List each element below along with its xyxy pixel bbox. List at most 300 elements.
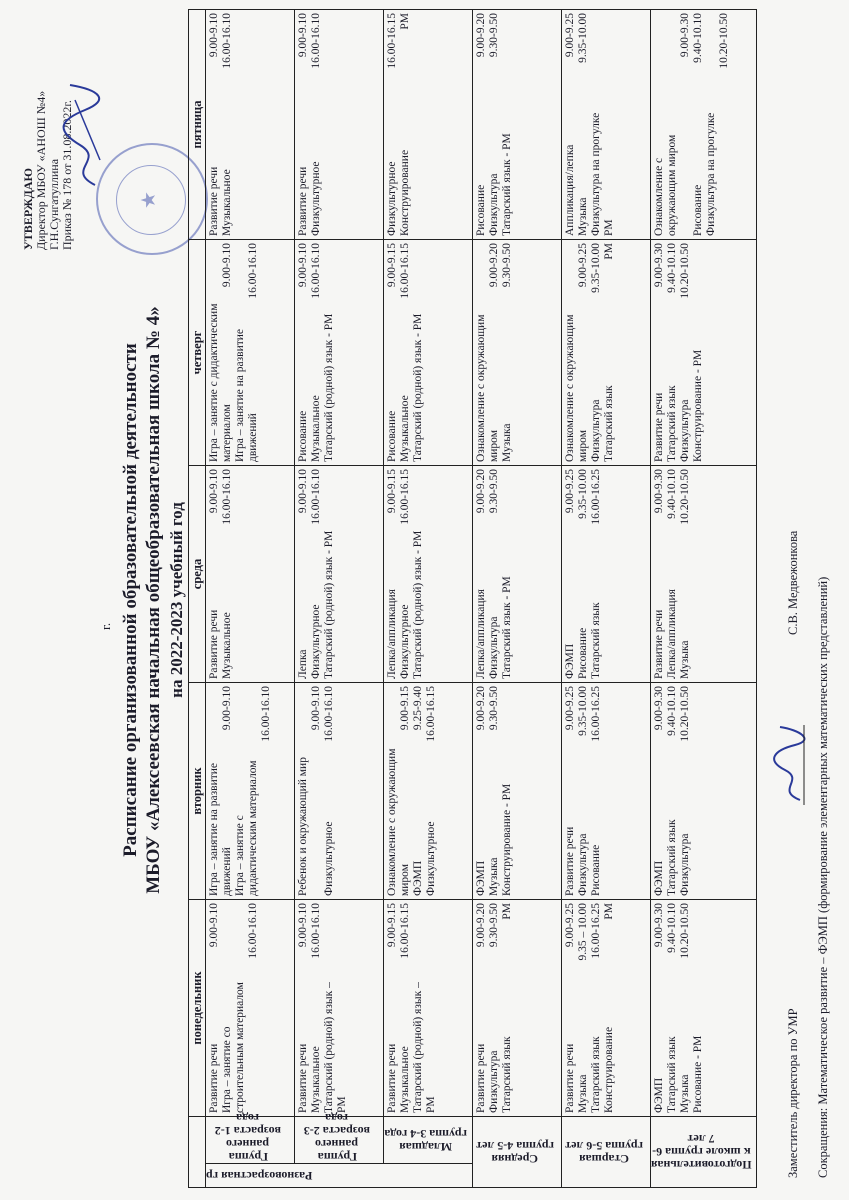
lesson-time <box>705 13 718 17</box>
schedule-cell <box>384 683 473 900</box>
lesson-name: Татарский (родной) язык - РМ <box>323 313 335 462</box>
lesson-name: окружающим миром <box>666 134 678 236</box>
lesson-name: Рисование <box>577 627 589 679</box>
lesson-name: движений <box>221 847 233 896</box>
header-day: понедельник <box>189 900 206 1117</box>
lesson-name: Развитие речи <box>297 166 309 236</box>
lesson-time <box>208 686 221 690</box>
group-label <box>473 1117 562 1188</box>
group-name: Старшая группа 5-6 лет <box>565 1139 643 1166</box>
lesson-line <box>386 469 399 679</box>
table-row <box>384 10 473 1188</box>
lesson-line <box>679 13 692 236</box>
lesson-line <box>653 13 666 236</box>
lesson-name: Развитие речи <box>564 1043 576 1113</box>
lesson-line <box>488 686 501 896</box>
lesson-time <box>323 469 336 473</box>
lesson-line <box>590 903 603 1113</box>
lesson-name: Татарский (родной) язык - РМ <box>412 530 424 679</box>
lesson-line <box>260 686 273 896</box>
lesson-name: РМ <box>336 1096 348 1113</box>
lesson-name: Ознакомление с окружающим <box>386 748 398 896</box>
lesson-line <box>475 903 488 1113</box>
lesson-time: 9.00-9.25 <box>564 903 576 948</box>
lesson-time <box>247 686 260 690</box>
stamp-star-icon: ★ <box>138 191 160 209</box>
lesson-time: 16.00-16.10 <box>310 903 322 959</box>
lesson-time: 10.20-10.50 <box>679 903 691 959</box>
lesson-time: 9.30-9.50 <box>488 469 500 514</box>
group-label <box>651 1117 757 1188</box>
table-header-row <box>189 10 206 1188</box>
approval-title: УТВЕРЖДАЮ <box>21 167 35 250</box>
lesson-line <box>310 243 323 462</box>
lesson-line <box>679 469 692 679</box>
lesson-time: 9.00-9.10 <box>208 13 220 58</box>
lesson-time: 16.00-16.15 <box>425 686 437 742</box>
group-name: Средняя группа 4-5 лет <box>476 1139 554 1166</box>
lesson-time: 10.20-10.50 <box>718 13 730 69</box>
lesson-time: 9.00-9.20 <box>488 243 500 288</box>
lesson-time: 9.30-9.50 <box>488 13 500 58</box>
lesson-time: 16.00-16.15 <box>386 13 398 69</box>
lesson-time: 9.00-9.25 <box>564 686 576 731</box>
page-title-line-2: МБОУ «Алексеевская начальная общеобразовательная школа № 4» <box>143 306 164 894</box>
lesson-name: Физкультура <box>488 616 500 679</box>
page-title-line-3: на 2022-2023 учебный год <box>167 502 186 698</box>
lesson-time: 9.30-9.50 <box>488 903 500 948</box>
lesson-time <box>234 686 247 690</box>
lesson-line <box>425 686 438 896</box>
lesson-line <box>412 243 425 462</box>
lesson-time: 9.00-9.25 <box>564 13 576 58</box>
lesson-line <box>247 243 260 462</box>
lesson-name: ФЭМП <box>412 860 424 896</box>
lesson-name: Физкультурное <box>310 604 322 679</box>
lesson-time: РМ <box>603 243 615 260</box>
lesson-time <box>386 686 399 690</box>
lesson-time: 16.00-16.10 <box>310 13 322 69</box>
lesson-line <box>603 903 616 1113</box>
lesson-time <box>666 13 679 17</box>
lesson-name: Игра – занятие со <box>221 1026 233 1113</box>
lesson-time <box>323 903 336 907</box>
table-row <box>562 10 651 1188</box>
approval-order: Приказ № 178 от 31.08.2022г. <box>60 100 74 250</box>
lesson-line <box>208 469 221 679</box>
schedule-cell <box>384 240 473 466</box>
lesson-time: 16.00-16.15 <box>399 903 411 959</box>
lesson-name: Игра – занятие с <box>234 815 246 896</box>
mixed-group-label <box>206 1164 473 1188</box>
lesson-name: Развитие речи <box>208 1043 220 1113</box>
lesson-name: Музыкальное <box>310 1046 322 1113</box>
lesson-name: Ребенок и окружающий мир <box>297 757 309 896</box>
lesson-name: Конструирование - РМ <box>501 783 513 896</box>
lesson-name: миром <box>399 864 411 896</box>
lesson-time: 16.00-16.15 <box>399 243 411 299</box>
lesson-time: 16.00-16.10 <box>310 243 322 299</box>
group-name: Младшая группа 3-4 года <box>384 1127 468 1154</box>
lesson-line <box>501 469 514 679</box>
schedule-cell <box>473 683 562 900</box>
lesson-line <box>475 469 488 679</box>
lesson-time: 16.00-16.10 <box>247 243 259 299</box>
lesson-time <box>208 243 221 247</box>
lesson-line <box>679 243 692 462</box>
lesson-line <box>399 469 412 679</box>
director-signature <box>55 80 110 190</box>
lesson-name: Музыкальное <box>221 612 233 679</box>
lesson-line <box>590 13 603 236</box>
lesson-time: 9.00-9.15 <box>386 243 398 288</box>
lesson-line <box>297 686 310 896</box>
lesson-name: Рисование - РМ <box>692 1035 704 1113</box>
lesson-name: Татарский язык <box>603 385 615 462</box>
lesson-time: 9.00-9.20 <box>475 903 487 948</box>
lesson-name: Музыка <box>679 1074 691 1113</box>
schedule-cell <box>206 466 295 683</box>
abbreviations-note: Сокращения: Математическое развитие – ФЭМП (формирование элементарных математических представлений) <box>816 576 830 1178</box>
lesson-line <box>692 13 705 236</box>
group-name: Группа раннего возраста 1-2 года <box>214 1111 282 1164</box>
lesson-name: ФЭМП <box>475 860 487 896</box>
lesson-time <box>603 13 616 17</box>
lesson-name: материалом <box>221 404 233 462</box>
lesson-name: Музыка <box>577 197 589 236</box>
lesson-line <box>564 469 577 679</box>
lesson-line <box>208 13 221 236</box>
lesson-line <box>692 243 705 462</box>
lesson-line <box>399 903 412 1113</box>
schedule-cell <box>562 10 651 240</box>
lesson-time <box>221 903 234 907</box>
lesson-name: Развитие речи <box>653 392 665 462</box>
lesson-time <box>692 903 705 907</box>
lesson-line <box>399 13 412 236</box>
lesson-line <box>488 469 501 679</box>
lesson-name: Развитие речи <box>564 826 576 896</box>
lesson-line <box>323 243 336 462</box>
lesson-line <box>310 686 323 896</box>
lesson-time: 16.00-16.25 <box>590 903 602 959</box>
lesson-name: Развитие речи <box>653 609 665 679</box>
lesson-time: 16.00-16.25 <box>590 469 602 525</box>
schedule-cell <box>651 683 757 900</box>
table-row <box>651 10 757 1188</box>
group-label <box>206 1111 295 1164</box>
lesson-name: Рисование <box>386 410 398 462</box>
schedule-cell <box>473 900 562 1117</box>
lesson-time: 9.00-9.10 <box>297 243 309 288</box>
schedule-cell <box>295 683 384 900</box>
lesson-name: Физкультура <box>679 399 691 462</box>
lesson-line <box>564 243 577 462</box>
header-corner <box>189 1117 206 1188</box>
lesson-time: 9.00-9.10 <box>208 903 220 948</box>
lesson-time: 9.00-9.20 <box>475 686 487 731</box>
lesson-name: Татарский язык <box>666 819 678 896</box>
lesson-name: Физкультурное <box>386 161 398 236</box>
lesson-time: 9.00-9.10 <box>297 13 309 58</box>
lesson-time: 9.00-9.10 <box>221 243 233 288</box>
lesson-name: Татарский язык <box>590 1036 602 1113</box>
lesson-name: ФЭМП <box>564 643 576 679</box>
lesson-name: Игра – занятие на развитие <box>234 328 246 462</box>
lesson-time <box>425 903 438 907</box>
deputy-signature <box>770 725 810 805</box>
lesson-name: Физкультурное <box>310 161 322 236</box>
lesson-time: 9.00-9.15 <box>399 686 411 731</box>
lesson-line <box>475 243 488 462</box>
lesson-name: Татарский язык - РМ <box>501 576 513 679</box>
lesson-name: Физкультура на прогулке <box>590 112 602 236</box>
group-label <box>562 1117 651 1188</box>
lesson-line <box>501 903 514 1113</box>
lesson-name: движений <box>247 413 259 462</box>
lesson-line <box>475 686 488 896</box>
lesson-time: 16.00-16.10 <box>247 903 259 959</box>
lesson-time: 16.00-16.15 <box>399 469 411 525</box>
group-label <box>295 1111 384 1164</box>
lesson-line <box>399 243 412 462</box>
lesson-name: РМ <box>425 1096 437 1113</box>
lesson-name: Конструирование <box>603 1026 615 1113</box>
lesson-line <box>297 13 310 236</box>
lesson-time: 9.40-10.10 <box>666 243 678 293</box>
lesson-time: 9.35-10.00 <box>577 469 589 519</box>
header-day: пятница <box>189 10 206 240</box>
lesson-name: Рисование <box>692 184 704 236</box>
header-day: вторник <box>189 683 206 900</box>
table-row <box>206 10 295 1188</box>
lesson-time: 9.00-9.30 <box>653 469 665 514</box>
lesson-time: 9.40-10.10 <box>666 686 678 736</box>
lesson-time: 9.00-9.20 <box>475 469 487 514</box>
lesson-line <box>234 243 247 462</box>
lesson-time: РМ <box>501 903 513 920</box>
lesson-time: 9.00-9.10 <box>221 686 233 731</box>
schedule-cell <box>562 466 651 683</box>
lesson-name: Физкультурное <box>399 604 411 679</box>
lesson-line <box>386 243 399 462</box>
table-row <box>473 10 562 1188</box>
lesson-name: Рисование <box>590 844 602 896</box>
schedule-cell <box>206 900 295 1117</box>
lesson-time: РМ <box>603 903 615 920</box>
lesson-line <box>221 243 234 462</box>
lesson-name: Ознакомление с <box>653 157 665 236</box>
lesson-line <box>475 13 488 236</box>
header-day: четверг <box>189 240 206 466</box>
lesson-line <box>310 469 323 679</box>
lesson-name: Физкультурное <box>323 821 335 896</box>
lesson-time <box>692 243 705 247</box>
lesson-line <box>653 243 666 462</box>
lesson-name: Татарский язык <box>501 1036 513 1113</box>
lesson-name: Лепка <box>297 649 309 679</box>
schedule-cell <box>206 683 295 900</box>
lesson-line <box>718 13 731 236</box>
lesson-line <box>577 469 590 679</box>
lesson-time <box>501 13 514 17</box>
lesson-line <box>247 686 260 896</box>
schedule-cell <box>473 240 562 466</box>
lesson-time: 9.00-9.25 <box>564 469 576 514</box>
lesson-name: Развитие речи <box>297 1043 309 1113</box>
lesson-time <box>297 686 310 690</box>
lesson-name: Музыка <box>501 423 513 462</box>
lesson-line <box>247 903 260 1113</box>
lesson-time: 10.20-10.50 <box>679 243 691 299</box>
lesson-line <box>501 686 514 896</box>
lesson-time: 9.35-10.00 <box>590 243 602 293</box>
lesson-name: Лепка/аппликация <box>475 589 487 679</box>
lesson-name: миром <box>488 430 500 462</box>
lesson-name: Музыкальное <box>221 169 233 236</box>
lesson-line <box>310 903 323 1113</box>
schedule-cell <box>295 10 384 240</box>
lesson-line <box>234 903 247 1113</box>
lesson-line <box>323 903 336 1113</box>
lesson-name: Физкультура <box>488 1050 500 1113</box>
lesson-line <box>590 243 603 462</box>
lesson-time <box>475 243 488 247</box>
lesson-name: Татарский язык - РМ <box>501 133 513 236</box>
lesson-line <box>297 243 310 462</box>
lesson-line <box>666 903 679 1113</box>
schedule-cell <box>206 10 295 240</box>
schedule-cell <box>384 466 473 683</box>
schedule-cell <box>295 466 384 683</box>
lesson-name: ФЭМП <box>653 860 665 896</box>
lesson-line <box>297 903 310 1113</box>
lesson-line <box>221 903 234 1113</box>
lesson-name: строительным материалом <box>234 982 246 1113</box>
lesson-line <box>653 903 666 1113</box>
lesson-name: Музыка <box>679 640 691 679</box>
lesson-line <box>412 469 425 679</box>
lesson-time <box>501 686 514 690</box>
schedule-cell <box>384 900 473 1117</box>
lesson-time <box>653 13 666 17</box>
lesson-line <box>666 243 679 462</box>
lesson-time: 9.00-9.10 <box>297 469 309 514</box>
lesson-name: Аппликация/лепка <box>564 144 576 236</box>
lesson-time: 9.30-9.50 <box>501 243 513 288</box>
page-title-line-1: Расписание организованной образовательной деятельности <box>120 343 141 857</box>
lesson-line <box>310 13 323 236</box>
lesson-name: Музыкальное <box>310 395 322 462</box>
lesson-line <box>488 903 501 1113</box>
lesson-time: 10.20-10.50 <box>679 469 691 525</box>
lesson-line <box>603 243 616 462</box>
lesson-name: Развитие речи <box>208 609 220 679</box>
lesson-name: Развитие речи <box>208 166 220 236</box>
schedule-cell <box>206 240 295 466</box>
lesson-time: 9.30-9.50 <box>488 686 500 731</box>
lesson-time <box>234 243 247 247</box>
lesson-line <box>666 686 679 896</box>
lesson-name: Конструирование <box>399 149 411 236</box>
schedule-cell <box>562 683 651 900</box>
lesson-time <box>564 243 577 247</box>
schedule-cell <box>562 900 651 1117</box>
lesson-time <box>234 903 247 907</box>
lesson-time <box>590 13 603 17</box>
lesson-name: Игра – занятие на развитие <box>208 762 220 896</box>
lesson-line <box>336 903 349 1113</box>
schedule-cell <box>295 900 384 1117</box>
lesson-line <box>666 469 679 679</box>
lesson-name: РМ <box>603 219 615 236</box>
schedule-cell <box>651 900 757 1117</box>
lesson-line <box>603 13 616 236</box>
lesson-time: 10.20-10.50 <box>679 686 691 742</box>
deputy-title: Заместитель директора по УМР <box>786 1008 800 1178</box>
lesson-name: Музыкальное <box>399 1046 411 1113</box>
lesson-name: Татарский (родной) язык – <box>323 982 335 1113</box>
group-label <box>384 1117 473 1164</box>
lesson-line <box>653 686 666 896</box>
lesson-line <box>666 13 679 236</box>
lesson-line <box>577 686 590 896</box>
lesson-line <box>564 686 577 896</box>
mixed-group-text: Разновозрастная гр <box>206 1169 313 1183</box>
lesson-line <box>412 903 425 1113</box>
lesson-time: 9.40-10.10 <box>666 469 678 519</box>
lesson-name: Музыка <box>577 1074 589 1113</box>
lesson-name: миром <box>577 430 589 462</box>
group-name: Группа раннего возраста 2-3 года <box>303 1111 371 1164</box>
lesson-name: Развитие речи <box>386 1043 398 1113</box>
lesson-time: 9.00-9.10 <box>208 469 220 514</box>
group-name: Подготовительная к школе группа 6-7 лет <box>651 1132 752 1173</box>
lesson-name: Физкультура <box>590 399 602 462</box>
lesson-time: 9.40-10.10 <box>692 13 704 63</box>
schedule-cell <box>651 10 757 240</box>
lesson-line <box>590 686 603 896</box>
lesson-name: Физкультура на прогулке <box>705 112 717 236</box>
lesson-name: Развитие речи <box>475 1043 487 1113</box>
deputy-name: С.В. Медвежонкова <box>786 530 800 635</box>
lesson-line <box>501 13 514 236</box>
lesson-time: 9.00-9.20 <box>475 13 487 58</box>
lesson-line <box>577 243 590 462</box>
lesson-line <box>386 686 399 896</box>
lesson-name: Ознакомление с окружающим <box>475 314 487 462</box>
lesson-time <box>501 469 514 473</box>
lesson-line <box>705 13 718 236</box>
schedule-cell <box>384 10 473 240</box>
lesson-line <box>577 903 590 1113</box>
lesson-line <box>221 686 234 896</box>
schedule-cell <box>473 10 562 240</box>
lesson-time: 9.00-9.15 <box>386 903 398 948</box>
lesson-name: Татарский язык <box>590 602 602 679</box>
lesson-time: 9.00-9.30 <box>653 686 665 731</box>
schedule-cell <box>473 466 562 683</box>
schedule-cell <box>651 240 757 466</box>
lesson-time: 9.00-9.10 <box>297 903 309 948</box>
lesson-time: 9.00-9.30 <box>653 243 665 288</box>
lesson-name: Физкультурное <box>425 821 437 896</box>
lesson-time: 16.00-16.10 <box>221 13 233 69</box>
schedule-cell <box>562 240 651 466</box>
approval-director: Директор МБОУ «АНОШ №4» <box>34 90 48 250</box>
lesson-line <box>234 686 247 896</box>
lesson-name: Физкультура <box>488 173 500 236</box>
